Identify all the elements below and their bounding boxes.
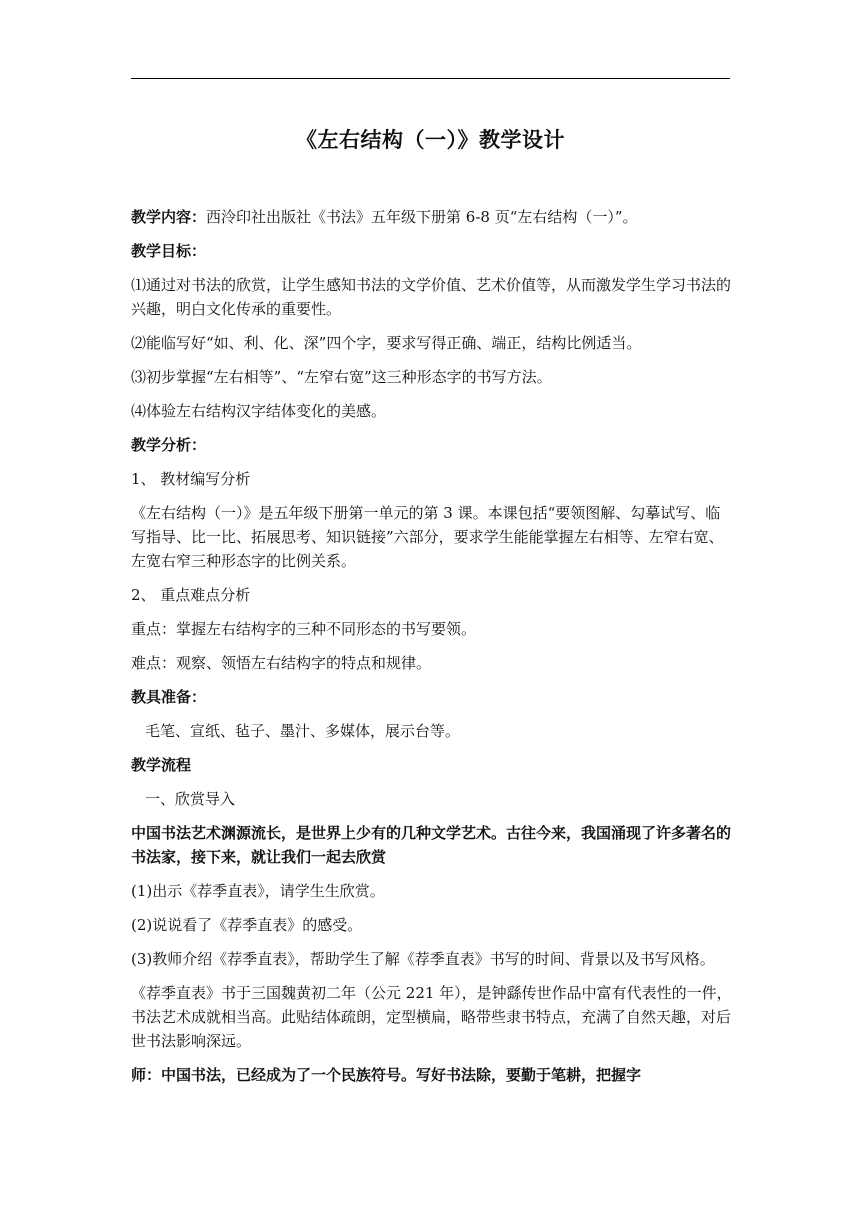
tools-text: 毛笔、宣纸、毡子、墨汁、多媒体，展示台等。	[145, 722, 461, 740]
document-title: 《左右结构（一）》教学设计	[296, 127, 565, 152]
step-item: (1)出示《荐季直表》，请学生生欣赏。	[131, 882, 385, 900]
goal-item: ⑶初步掌握“左右相等”、“左窄右宽”这三种形态字的书写方法。	[131, 368, 552, 386]
goal-item: ⑴通过对书法的欣赏，让学生感知书法的文学价值、艺术价值等，从而激发学生学习书法的兴趣，明白文化传承的重要性。	[131, 276, 732, 318]
goal-item: ⑵能临写好“如、利、化、深”四个字，要求写得正确、端正，结构比例适当。	[131, 334, 642, 352]
tools-heading: 教具准备：	[131, 688, 207, 706]
description-paragraph: 《荐季直表》书于三国魏黄初二年（公元 221 年），是钟繇传世作品中富有代表性的一件，书法艺术成就相当高。此贴结体疏朗，定型横扁，略带些隶书特点，充满了自然天趣，对后世书法影响深远。	[131, 984, 732, 1050]
header-rule	[131, 78, 730, 79]
step-item: (2)说说看了《荐季直表》的感受。	[131, 916, 363, 934]
analysis-heading: 教学分析：	[131, 436, 207, 454]
teaching-content	[131, 205, 733, 229]
process-heading: 教学流程	[131, 756, 192, 774]
difficult-point: 难点：观察、领悟左右结构字的特点和规律。	[131, 654, 432, 672]
process-step-heading: 一、欣赏导入	[145, 790, 236, 808]
step-item: (3)教师介绍《荐季直表》，帮助学生了解《荐季直表》书写的时间、背景以及书写风格。	[131, 950, 715, 968]
key-point: 重点：掌握左右结构字的三种不同形态的书写要领。	[131, 620, 477, 638]
teacher-paragraph: 师：中国书法，已经成为了一个民族符号。写好书法除，要勤于笔耕，把握字	[131, 1066, 642, 1084]
goals-heading: 教学目标：	[131, 242, 207, 260]
analysis-subheading: 2、 重点难点分析	[131, 586, 251, 604]
teaching-content-label: 教学内容：	[131, 208, 207, 226]
document-body	[131, 205, 733, 1097]
analysis-subheading: 1、 教材编写分析	[131, 470, 251, 488]
intro-paragraph: 中国书法艺术渊源流长，是世界上少有的几种文学艺术。古往今来，我国涌现了许多著名的书法家，接下来，就让我们一起去欣赏	[131, 824, 732, 866]
goal-item: ⑷体验左右结构汉字结体变化的美感。	[131, 402, 387, 420]
teaching-content-text: 西泠印社出版社《书法》五年级下册第 6-8 页“左右结构（一）”。	[206, 208, 638, 226]
analysis-paragraph: 《左右结构（一）》是五年级下册第一单元的第 3 课。本课包括“要领图解、勾摹试写、临写指导、比一比、拓展思考、知识链接”六部分，要求学生能能掌握左右相等、左窄右宽、左宽右窄三种形态字的比例关系。	[131, 504, 724, 570]
